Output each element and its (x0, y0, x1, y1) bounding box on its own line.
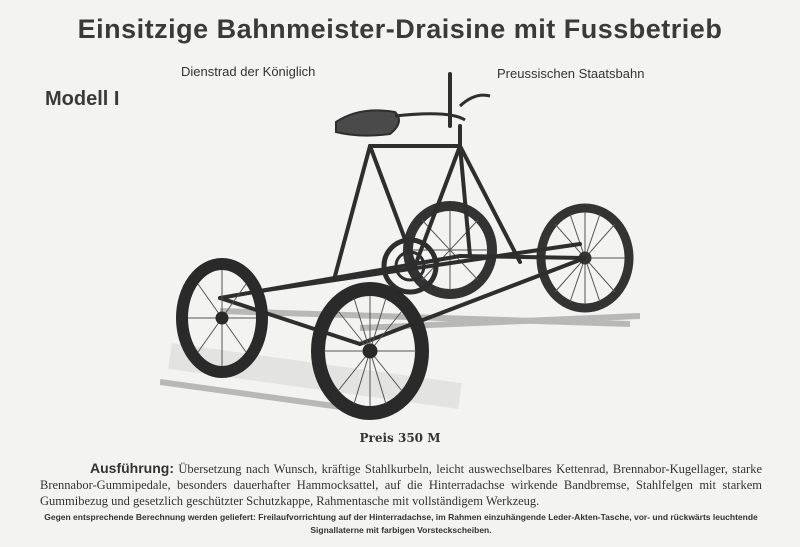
model-label: Modell I (45, 88, 120, 110)
delivery-note: Gegen entsprechende Berechnung werden geliefert: Freilaufvorrichtung auf der Hinterradachse, im Rahmen einzuhängende Leder-Akten-Tasche, vor- und rückwärts leuchtende Signallaterne mit farbigen Vorsteckscheiben. (44, 512, 758, 535)
subtitle-left: Dienstrad der Königlich (181, 64, 316, 79)
front-left-wheel (182, 264, 262, 372)
page-title: Einsitzige Bahnmeister-Draisine mit Fussbetrieb (77, 14, 723, 44)
subtitle-right: Preussischen Staatsbahn (497, 66, 645, 81)
seat (336, 95, 490, 135)
description-text: Übersetzung nach Wunsch, kräftige Stahlkurbeln, leicht auswechselbares Kettenrad, Brennabor-Kugellager, starke Brennabor-Gummipedale, besonders dauerhafter Hammocksattel, auf die Hinterradachse wirkende Bandbremse, Stahlfelgen mit starkem Gummibezug und gesetzlich geschützter Schutzkappe, Rahmentasche mit vollständigem Werkzeug. (40, 462, 762, 508)
railway-draisine-illustration (160, 66, 650, 426)
price-label: Preis 350 M (359, 431, 441, 445)
description (40, 460, 762, 509)
front-right-wheel (318, 289, 422, 413)
description-lead: Ausführung: (90, 460, 174, 476)
